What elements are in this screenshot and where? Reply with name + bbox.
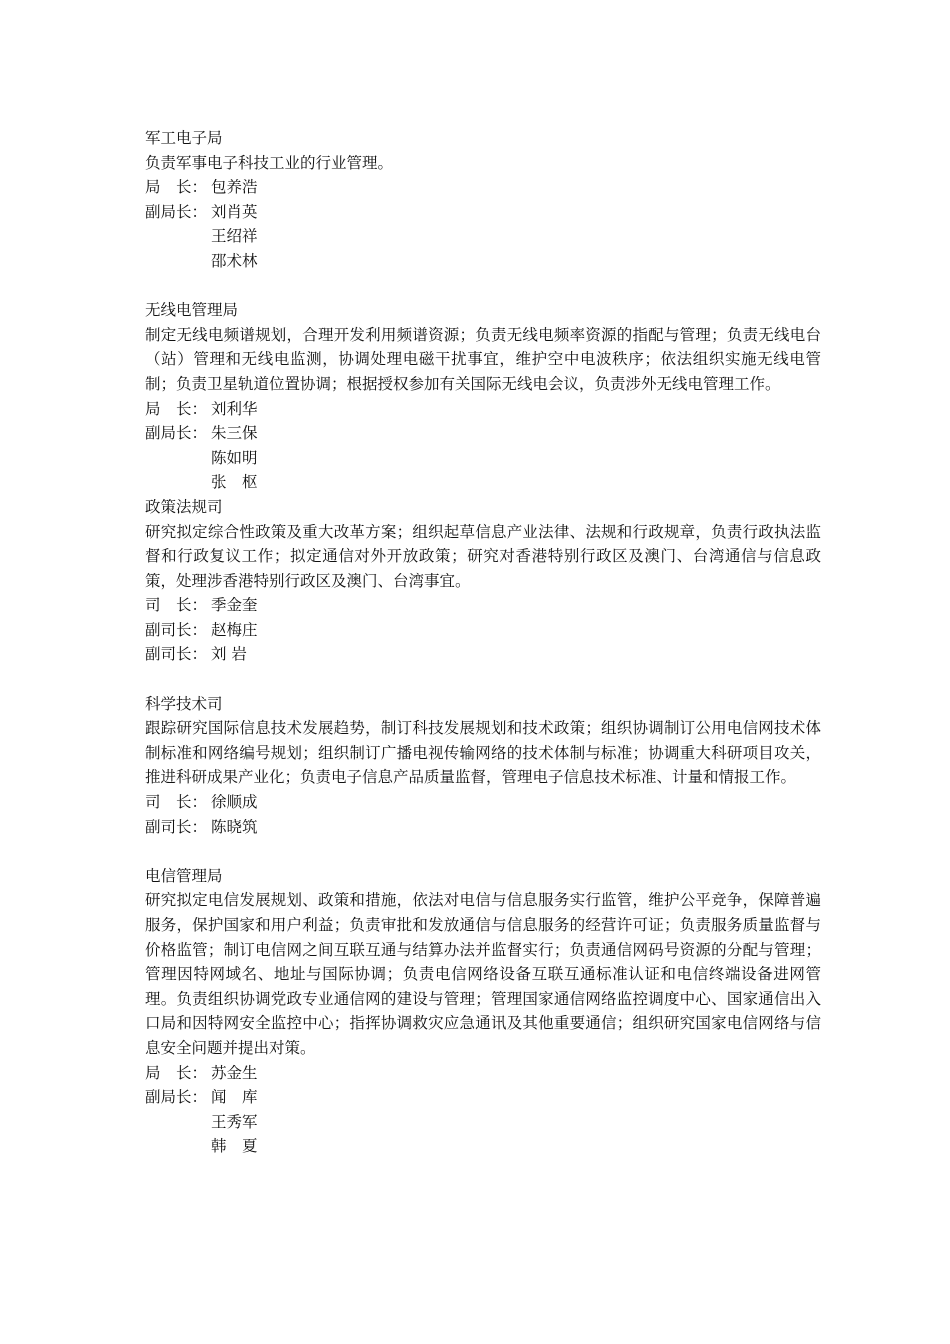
section-title: 政策法规司 (145, 497, 223, 516)
deputy-name: 陈如明 (211, 448, 258, 467)
deputy-name: 王秀军 (211, 1112, 258, 1131)
section-title: 电信管理局 (145, 866, 223, 885)
spacer (145, 839, 821, 864)
deputy-label: 副司长： (145, 817, 208, 836)
deputy-name: 王绍祥 (211, 227, 258, 246)
deputy-row (145, 200, 821, 225)
head-row (145, 1061, 821, 1086)
deputy-name: 朱三保 (211, 424, 258, 443)
head-row (145, 397, 821, 422)
deputy-name: 刘肖英 (211, 202, 258, 221)
deputy-label: 副司长： (145, 620, 208, 639)
deputy-row (145, 815, 821, 840)
section-title: 科学技术司 (145, 694, 223, 713)
deputy-row (145, 421, 821, 446)
spacer (145, 274, 821, 299)
deputy-row (145, 470, 821, 495)
section-description: 制定无线电频谱规划，合理开发利用频谱资源；负责无线电频率资源的指配与管理；负责无线电台（站）管理和无线电监测，协调处理电磁干扰事宜，维护空中电波秩序；依法组织实施无线电管制；负责卫星轨道位置协调；根据授权参加有关国际无线电会议，负责涉外无线电管理工作。 (145, 325, 821, 393)
head-label: 司 长： (145, 793, 208, 812)
deputy-row (145, 618, 821, 643)
document-body (145, 126, 821, 1159)
deputy-name: 赵梅庄 (211, 620, 258, 639)
head-row (145, 790, 821, 815)
head-name: 包养浩 (211, 178, 258, 197)
deputy-name: 刘 岩 (211, 645, 247, 664)
head-name: 徐顺成 (211, 793, 258, 812)
deputy-row (145, 1134, 821, 1159)
deputy-name: 闻 库 (211, 1088, 258, 1107)
spacer (145, 667, 821, 692)
head-label: 局 长： (145, 1063, 208, 1082)
head-row (145, 593, 821, 618)
head-name: 刘利华 (211, 399, 258, 418)
deputy-name: 韩 夏 (211, 1137, 258, 1156)
section-description: 研究拟定电信发展规划、政策和措施，依法对电信与信息服务实行监管，维护公平竞争，保障普遍服务，保护国家和用户利益；负责审批和发放通信与信息服务的经营许可证；负责服务质量监督与价格监管；制订电信网之间互联互通与结算办法并监督实行；负责通信网码号资源的分配与管理；管理因特网域名、地址与国际协调；负责电信网络设备互联互通标准认证和电信终端设备进网管理。负责组织协调党政专业通信网的建设与管理；管理国家通信网络监控调度中心、国家通信出入口局和因特网安全监控中心；指挥协调救灾应急通讯及其他重要通信；组织研究国家电信网络与信息安全问题并提出对策。 (145, 891, 821, 1057)
deputy-row (145, 1110, 821, 1135)
section-description: 跟踪研究国际信息技术发展趋势，制订科技发展规划和技术政策；组织协调制订公用电信网技术体制标准和网络编号规划；组织制订广播电视传输网络的技术体制与标准；协调重大科研项目攻关，推进科研成果产业化；负责电子信息产品质量监督，管理电子信息技术标准、计量和情报工作。 (145, 719, 821, 787)
section-title: 军工电子局 (145, 129, 223, 147)
head-row (145, 175, 821, 200)
head-label: 局 长： (145, 399, 208, 418)
deputy-label: 副局长： (145, 1088, 208, 1107)
deputy-label: 副局长： (145, 424, 208, 443)
section-title: 无线电管理局 (145, 301, 239, 320)
deputy-name: 邵术林 (211, 251, 258, 270)
deputy-label: 副局长： (145, 202, 208, 221)
head-name: 苏金生 (211, 1063, 258, 1082)
section-description: 研究拟定综合性政策及重大改革方案；组织起草信息产业法律、法规和行政规章，负责行政执法监督和行政复议工作；拟定通信对外开放政策；研究对香港特别行政区及澳门、台湾通信与信息政策，处理涉香港特别行政区及澳门、台湾事宜。 (145, 522, 821, 590)
deputy-row (145, 1085, 821, 1110)
deputy-row (145, 249, 821, 274)
head-label: 司 长： (145, 596, 208, 615)
deputy-row (145, 446, 821, 471)
deputy-row (145, 224, 821, 249)
deputy-row (145, 642, 821, 667)
head-name: 季金奎 (211, 596, 258, 615)
deputy-name: 陈晓筑 (211, 817, 258, 836)
deputy-label: 副司长： (145, 645, 208, 664)
deputy-name: 张 枢 (211, 473, 258, 492)
head-label: 局 长： (145, 178, 208, 197)
section-description: 负责军事电子科技工业的行业管理。 (145, 153, 394, 172)
